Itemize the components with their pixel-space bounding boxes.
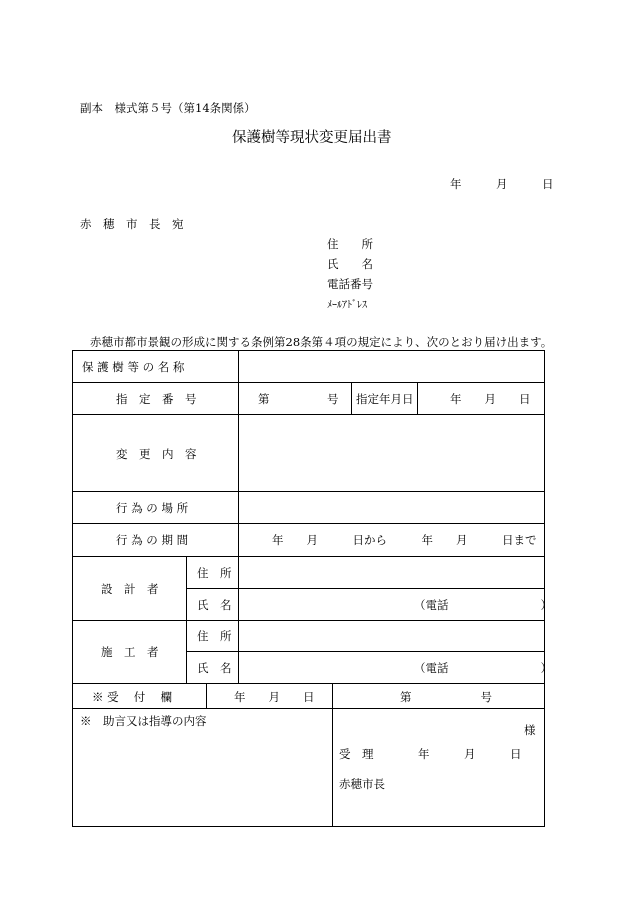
designation-number-label: 指 定 番 号 (116, 392, 197, 406)
applicant-phone-label: 電話番号 (327, 277, 373, 291)
intro-text: 赤穂市都市景観の形成に関する条例第28条第４項の規定により、次のとおり届け出ます。 (90, 335, 553, 349)
designation-date-template: 年 月 日 (450, 392, 531, 406)
period-template: 年 月 日から 年 月 日まで (272, 533, 537, 547)
designer-address-label: 住 所 (197, 566, 232, 580)
contractor-address-label: 住 所 (197, 629, 232, 643)
form-number: 副本 様式第５号（第14条関係） (80, 101, 256, 115)
applicant-address-label: 住 所 (327, 237, 373, 251)
submission-date: 年 月 日 (450, 177, 554, 191)
contractor-name-label: 氏 名 (197, 661, 232, 675)
location-label: 行 為 の 場 所 (116, 501, 189, 515)
tree-name-label: 保 護 樹 等 の 名 称 (82, 360, 185, 374)
received-date: 年 月 日 (418, 747, 522, 761)
reception-label: ※ 受 付 欄 (92, 690, 172, 704)
applicant-email-label: ﾒｰﾙｱﾄﾞﾚｽ (327, 300, 367, 311)
reception-date: 年 月 日 (234, 690, 315, 704)
designer-label: 設 計 者 (101, 582, 159, 596)
document-title: 保護樹等現状変更届出書 (232, 130, 392, 146)
applicant-name-label: 氏 名 (327, 257, 373, 271)
advice-label: ※ 助言又は指導の内容 (80, 714, 207, 728)
designer-phone-template: （電話 ） (414, 598, 552, 612)
contractor-phone-template: （電話 ） (414, 661, 552, 675)
addressee: 赤 穂 市 長 宛 (80, 217, 184, 231)
designation-date-label: 指定年月日 (356, 392, 414, 406)
contractor-label: 施 工 者 (101, 645, 159, 659)
change-content-label: 変 更 内 容 (116, 447, 197, 461)
period-label: 行 為 の 期 間 (116, 533, 189, 547)
designer-name-label: 氏 名 (197, 598, 232, 612)
mayor-label: 赤穂市長 (339, 777, 385, 791)
designation-number-template: 第 号 (258, 392, 339, 406)
sama-label: 様 (524, 723, 536, 737)
received-label: 受 理 (339, 747, 374, 761)
reception-number: 第 号 (400, 690, 492, 704)
